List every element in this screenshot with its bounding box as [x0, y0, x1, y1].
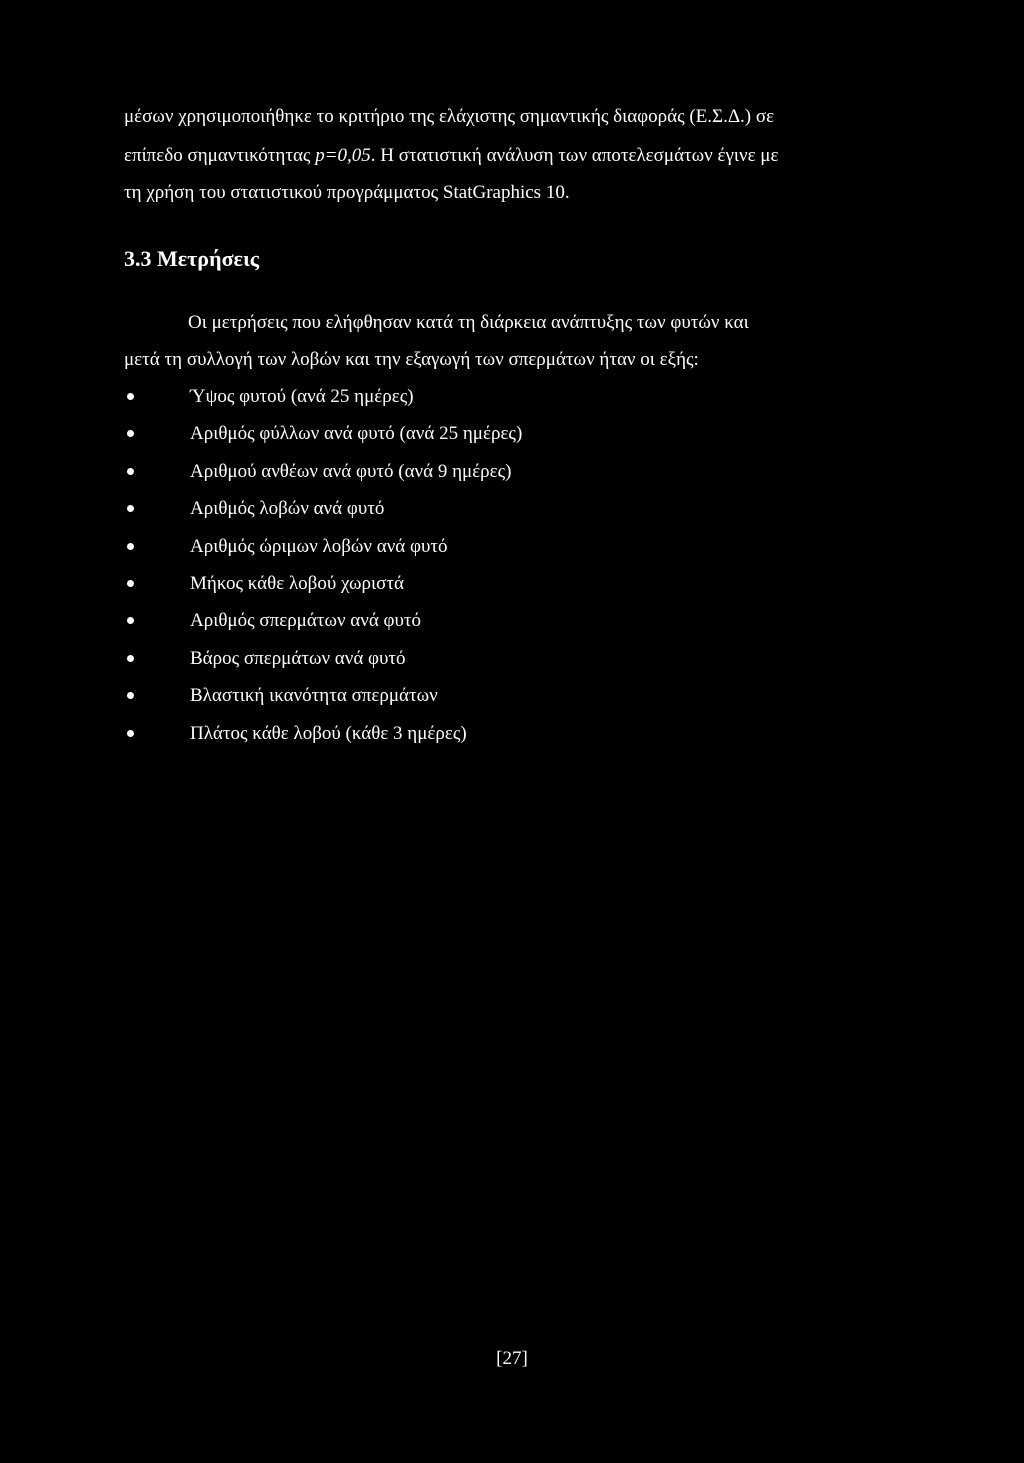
list-item-text: Βάρος σπερμάτων ανά φυτό — [190, 647, 406, 669]
list-item-text: Πλάτος κάθε λοβού (κάθε 3 ημέρες) — [190, 722, 467, 744]
bullet-icon — [127, 730, 134, 737]
intro-line-2-start: επίπεδο σημαντικότητας — [124, 145, 316, 166]
bullet-icon — [127, 430, 134, 437]
intro-line-2-end: . Η στατιστική ανάλυση των αποτελεσμάτων έγινε με — [370, 145, 779, 166]
bullet-icon — [127, 580, 134, 587]
bullet-icon — [127, 692, 134, 699]
list-item — [124, 453, 522, 490]
list-item — [124, 528, 522, 565]
list-item — [124, 415, 522, 452]
intro-line-1: μέσων χρησιμοποιήθηκε το κριτήριο της ελάχιστης σημαντικής διαφοράς (Ε.Σ.Δ.) σε — [124, 106, 775, 127]
list-item — [124, 677, 522, 714]
bullet-icon — [127, 468, 134, 475]
intro-line-2 — [124, 137, 778, 174]
bullet-icon — [127, 393, 134, 400]
list-item — [124, 490, 522, 527]
list-item-text: Αριθμός σπερμάτων ανά φυτό — [190, 610, 422, 632]
list-item-text: Αριθμός λοβών ανά φυτό — [190, 498, 385, 520]
intro-line-3: τη χρήση του στατιστικού προγράμματος StatGraphics 10. — [124, 182, 570, 203]
list-item-text: Ύψος φυτού (ανά 25 ημέρες) — [190, 386, 414, 407]
bullet-icon — [127, 617, 134, 624]
list-item-text: Αριθμού ανθέων ανά φυτό (ανά 9 ημέρες) — [190, 460, 512, 482]
bullet-icon — [127, 505, 134, 512]
section-heading: 3.3 Μετρήσεις — [124, 246, 260, 271]
bullet-icon — [127, 543, 134, 550]
list-item-text: Βλαστική ικανότητα σπερμάτων — [190, 685, 438, 707]
list-item — [124, 602, 522, 639]
list-item — [124, 715, 522, 752]
list-item-text: Μήκος κάθε λοβού χωριστά — [190, 572, 404, 594]
bullet-icon — [127, 655, 134, 662]
measurements-list — [124, 378, 522, 752]
list-item-text: Αριθμός ώριμων λοβών ανά φυτό — [190, 535, 448, 557]
page-number: [27] — [496, 1348, 528, 1369]
paragraph-line-2: μετά τη συλλογή των λοβών και την εξαγωγή των σπερμάτων ήταν οι εξής: — [124, 349, 699, 370]
list-item — [124, 640, 522, 677]
list-item-text: Αριθμός φύλλων ανά φυτό (ανά 25 ημέρες) — [190, 423, 523, 445]
significance-level: p=0,05 — [315, 145, 371, 166]
list-item — [124, 378, 522, 415]
paragraph-line-1: Οι μετρήσεις που ελήφθησαν κατά τη διάρκεια ανάπτυξης των φυτών και — [188, 312, 749, 333]
list-item — [124, 565, 522, 602]
